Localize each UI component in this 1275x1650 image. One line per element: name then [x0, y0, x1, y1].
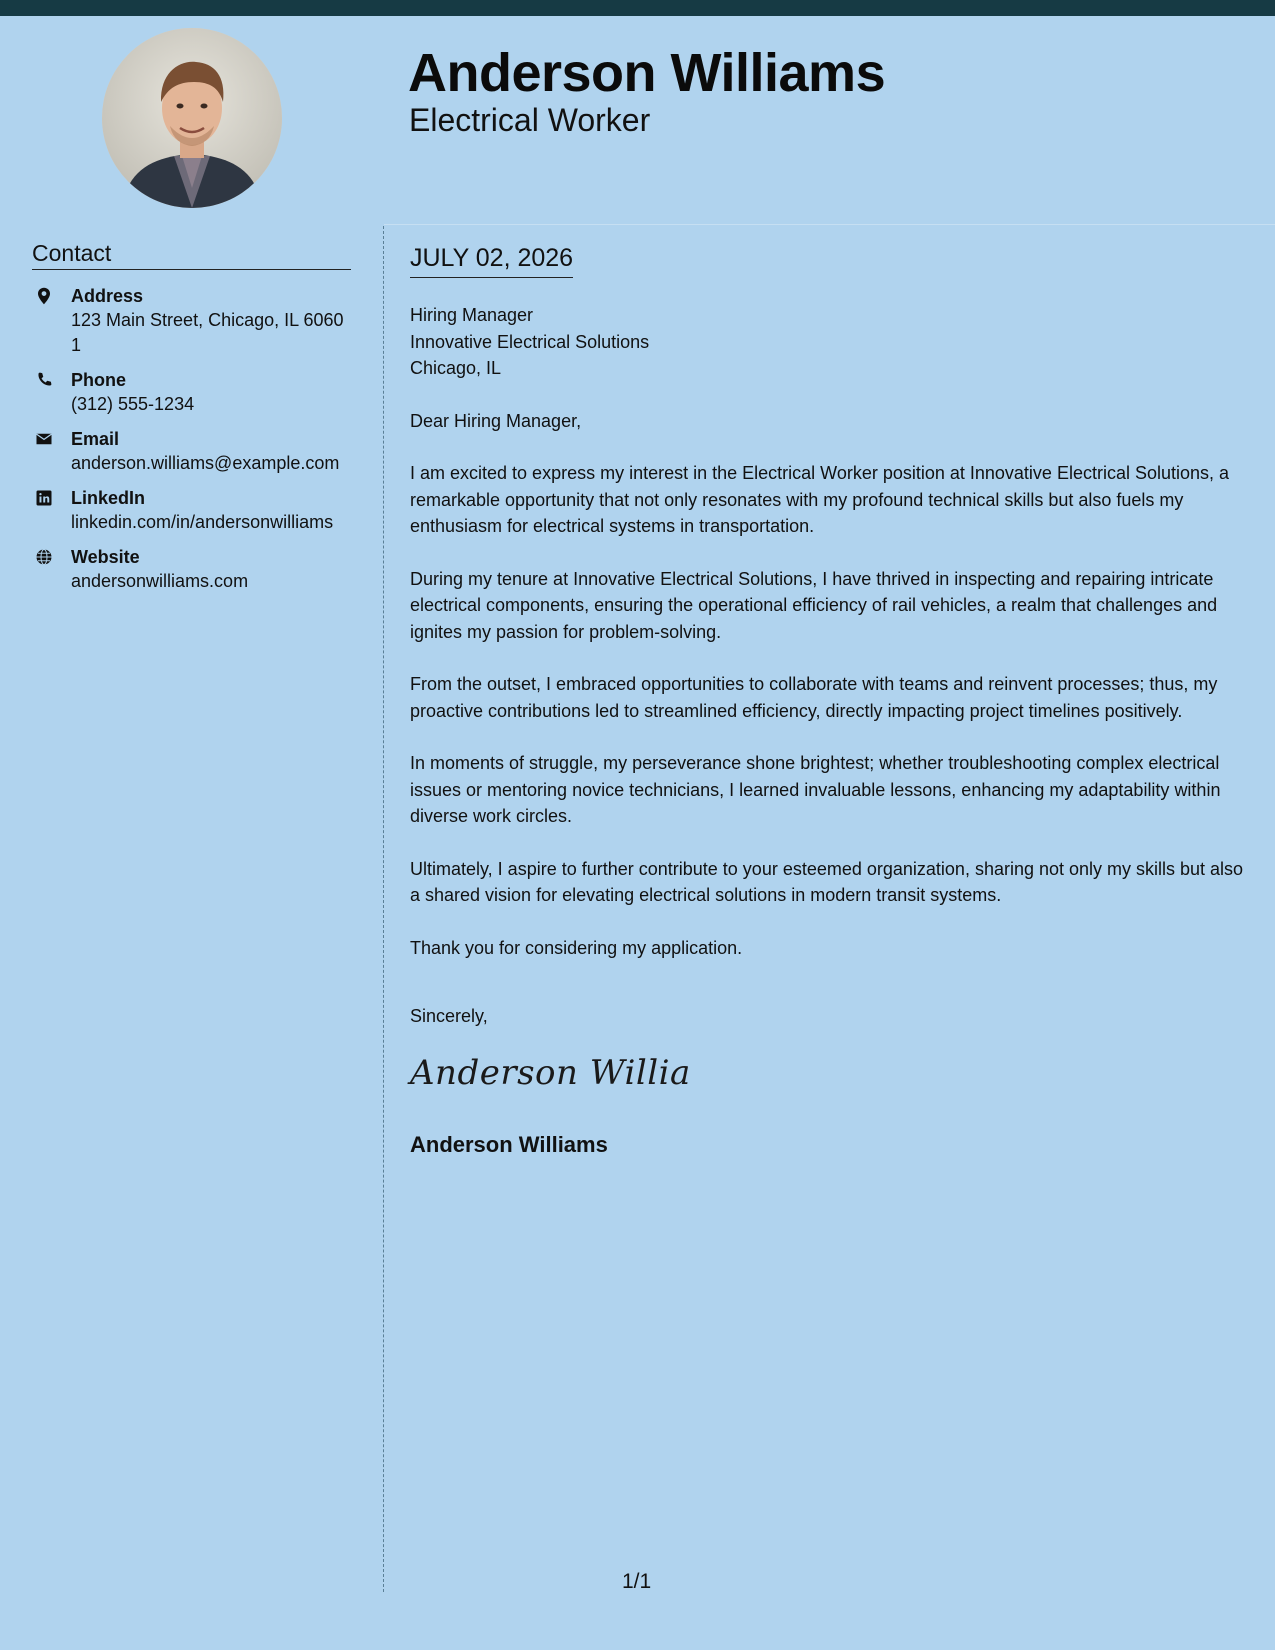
letter-paragraph: From the outset, I embraced opportunities to collaborate with teams and reinvent processes; thus, my proactive contributions led to streamlined efficiency, directly impacting project timelines positively. [410, 674, 1218, 721]
contact-value-website[interactable]: andersonwilliams.com [71, 571, 249, 591]
contact-label-address: Address [71, 286, 144, 306]
contact-value-linkedin[interactable]: linkedin.com/in/andersonwilliams [71, 512, 334, 532]
globe-icon [35, 548, 53, 566]
recipient-line: Innovative Electrical Solutions [410, 331, 650, 352]
contact-website [32, 545, 352, 594]
closing: Sincerely, [410, 1006, 488, 1026]
profile-photo [102, 28, 282, 208]
contact-label-linkedin: LinkedIn [71, 488, 146, 508]
recipient-line: Chicago, IL [410, 358, 502, 378]
contact-email [32, 427, 352, 476]
letter-paragraph: Thank you for considering my application. [410, 937, 743, 958]
top-accent-bar [0, 0, 1275, 16]
letter-date: JULY 02, 2026 [410, 244, 573, 278]
contact-value-address: 123 Main Street, Chicago, IL 60601 [71, 310, 344, 355]
applicant-name: Anderson Williams [408, 43, 886, 103]
column-divider [383, 226, 384, 1592]
signer-name: Anderson Williams [410, 1131, 608, 1157]
contact-label-phone: Phone [71, 370, 127, 390]
letter-paragraph: During my tenure at Innovative Electrical Solutions, I have thrived in inspecting and repairing intricate electrical components, ensuring the operational efficiency of rail vehicles, a realm that challenges and ignites my passion for problem-solving. [410, 568, 1218, 642]
salutation: Dear Hiring Manager, [410, 410, 582, 431]
map-pin-icon [35, 287, 53, 305]
job-title: Electrical Worker [409, 102, 651, 138]
envelope-icon [35, 430, 53, 448]
contact-address [32, 284, 352, 358]
recipient-block [410, 302, 1258, 382]
letter-paragraph: Ultimately, I aspire to further contribute to your esteemed organization, sharing not only my skills but also a shared vision for elevating electrical solutions in modern transit systems. [410, 858, 1244, 905]
page-number: 1/1 [622, 1570, 652, 1593]
contact-value-email[interactable]: anderson.williams@example.com [71, 453, 340, 473]
phone-icon [35, 371, 53, 389]
header-divider [384, 224, 1275, 225]
letter-paragraph: In moments of struggle, my perseverance shone brightest; whether troubleshooting complex electrical issues or mentoring novice technicians, I learned invaluable lessons, enhancing my adaptability within diverse work circles. [410, 753, 1221, 826]
recipient-line: Hiring Manager [410, 305, 534, 325]
contact-linkedin [32, 486, 352, 535]
contact-value-phone: (312) 555-1234 [71, 394, 195, 414]
contact-heading: Contact [32, 240, 351, 270]
contact-label-website: Website [71, 547, 140, 567]
letter-paragraph: I am excited to express my interest in the Electrical Worker position at Innovative Electrical Solutions, a remarkable opportunity that not only resonates with my profound technical skills but also fuels my enthusiasm for electrical systems in transportation. [410, 463, 1230, 536]
contact-list [32, 284, 352, 604]
handwritten-signature: Anderson Willia [410, 1052, 691, 1093]
contact-phone [32, 368, 352, 417]
letter-body [410, 302, 1258, 1158]
linkedin-icon [35, 489, 53, 507]
contact-label-email: Email [71, 429, 120, 449]
